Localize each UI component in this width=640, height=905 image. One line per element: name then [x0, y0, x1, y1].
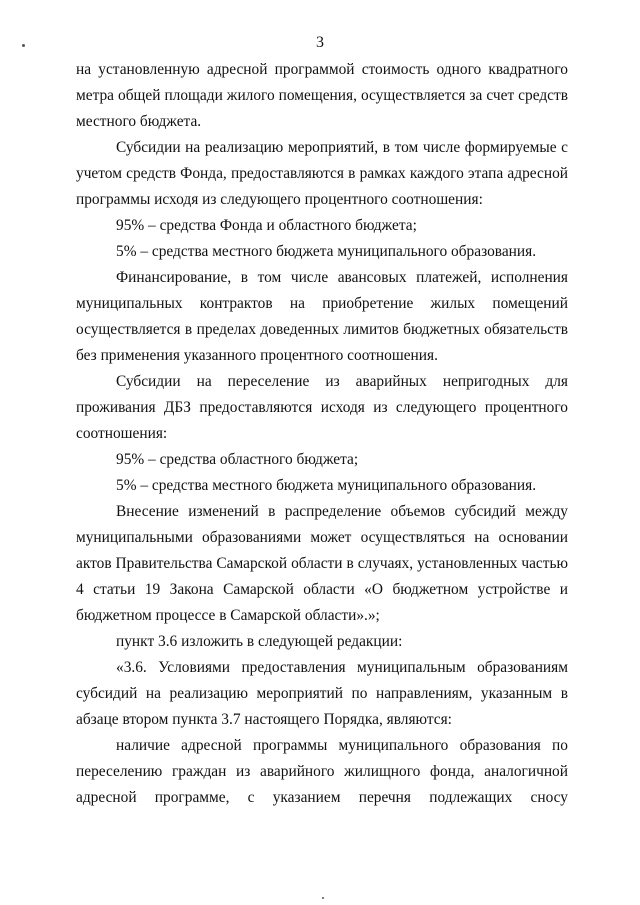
paragraph: на установленную адресной программой стоимость одного квадратного метра общей площади жилого помещения, осуществляется за счет средств местного бюджета.: [76, 61, 568, 130]
paragraph: Субсидии на реализацию мероприятий, в том числе формируемые с учетом средств Фонда, предоставляются в рамках каждого этапа адресной программы исходя из следующего процентного соотношения:: [76, 139, 568, 208]
paragraph: Внесение изменений в распределение объемов субсидий между муниципальными образованиями может осуществляться на основании актов Правительства Самарской области в случаях, установленных частью 4 статьи 19 Закона Самарской области «О бюджетном устройстве и бюджетном процессе в Самарской области».»;: [76, 503, 568, 624]
paragraph: 95% – средства Фонда и областного бюджета;: [116, 217, 417, 234]
paragraph: Финансирование, в том числе авансовых платежей, исполнения муниципальных контрактов на приобретение жилых помещений осуществляется в пределах доведенных лимитов бюджетных обязательств без применения указанного процентного соотношения.: [76, 269, 568, 364]
paragraph: Субсидии на переселение из аварийных непригодных для проживания ДБЗ предоставляются исходя из следующего процентного соотношения:: [76, 373, 568, 442]
paragraph: пункт 3.6 изложить в следующей редакции:: [116, 633, 403, 650]
paragraph: наличие адресной программы муниципального образования по переселению граждан из аварийного жилищного фонда, аналогичной адресной программе, с указанием перечня подлежащих сносу: [76, 737, 568, 806]
paragraph: 5% – средства местного бюджета муниципального образования.: [116, 477, 537, 494]
page-number: 3: [316, 34, 324, 51]
paragraph: 95% – средства областного бюджета;: [116, 451, 359, 468]
paragraph: 5% – средства местного бюджета муниципального образования.: [116, 243, 537, 260]
paragraph: «3.6. Условиями предоставления муниципальным образованиям субсидий на реализацию мероприятий по направлениям, указанным в абзаце втором пункта 3.7 настоящего Порядка, являются:: [76, 659, 568, 728]
body-text: [76, 57, 568, 811]
scan-speck: [322, 897, 324, 899]
